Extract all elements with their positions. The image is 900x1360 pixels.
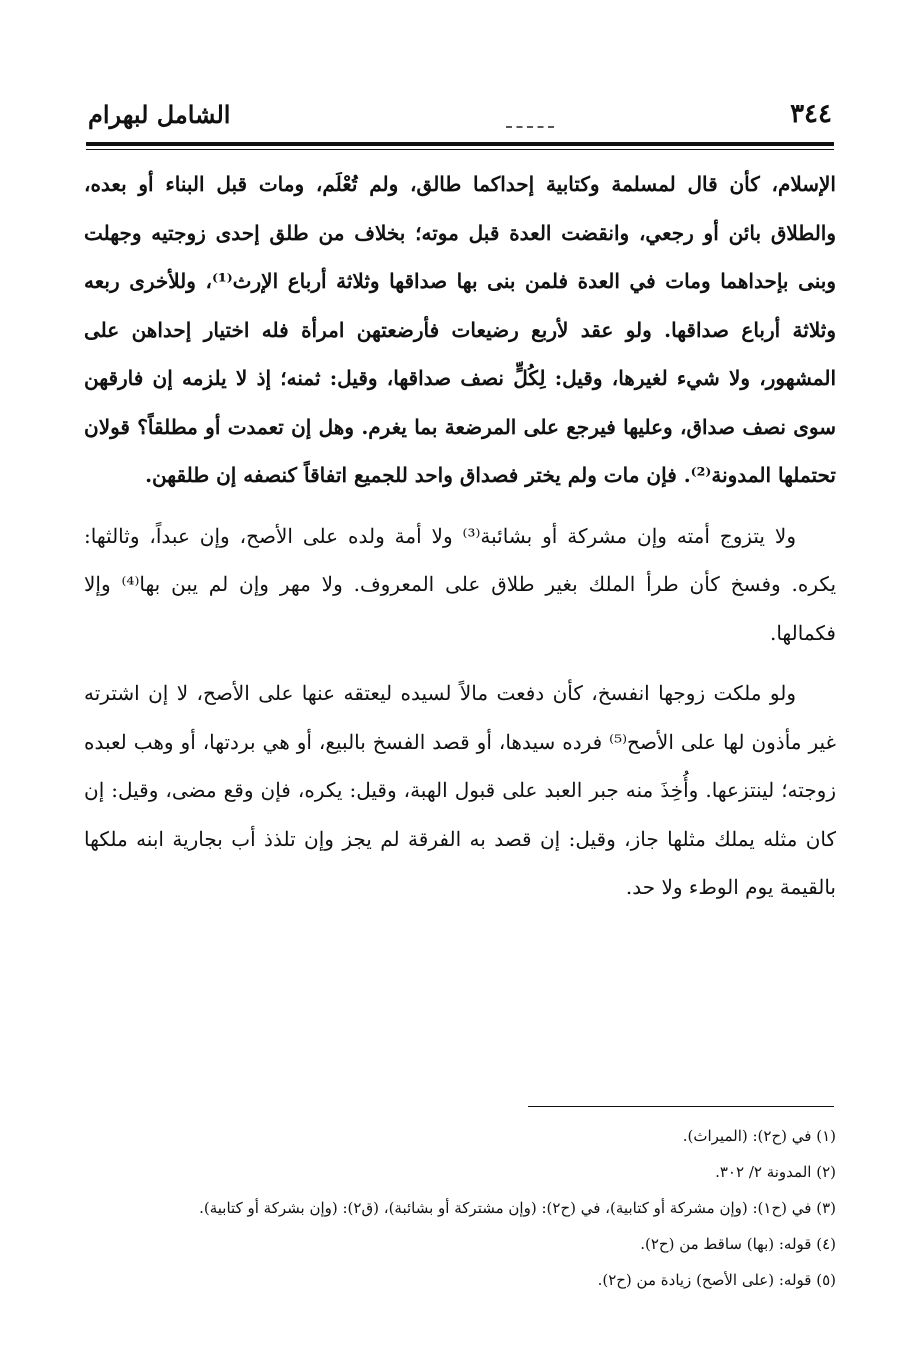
- paragraph-2: ولا يتزوج أمته وإن مشركة أو بشائبة⁽³⁾ ولا أمة ولده على الأصح، وإن عبداً، وثالثها: يكره. وفسخ كأن طرأ الملك بغير طلاق على المعروف. ولا مهر وإن لم يبن بها⁽⁴⁾ وإلا فكمالها.: [84, 523, 837, 645]
- running-title: الشامل لبهرام: [88, 99, 231, 129]
- page-header: [88, 92, 832, 136]
- footnote-4: (٤) قوله: (بها) ساقط من (ح٢).: [640, 1235, 836, 1253]
- main-text: [84, 160, 836, 912]
- header-rule-thick: [86, 142, 834, 146]
- footnote-2: (٢) المدونة ٢/ ٣٠٢.: [715, 1163, 836, 1181]
- footnote-5: (٥) قوله: (على الأصح) زيادة من (ح٢).: [597, 1271, 836, 1289]
- page-number: ٣٤٤: [790, 99, 832, 129]
- header-rule-thin: [86, 149, 834, 150]
- paragraph-3: ولو ملكت زوجها انفسخ، كأن دفعت مالاً لسيده ليعتقه عنها على الأصح، لا إن اشترته غير مأذون لها على الأصح⁽⁵⁾ فرده سيدها، أو قصد الفسخ بالبيع، أو هي بردتها، أو وهب لعبده زوجته؛ لينتزعها. وأُخِذَ منه جبر العبد على قبول الهبة، وقيل: يكره، فإن وقع مضى، وقيل: إن كان مثله يملك مثلها جاز، وقيل: إن قصد به الفرقة لم يجز وإن تلذذ أب بجارية ابنه ملكها بالقيمة يوم الوطء ولا حد.: [84, 681, 836, 899]
- header-dash-mark: [506, 126, 554, 128]
- footnotes: [84, 1118, 836, 1298]
- footnote-1: (١) في (ح٢): (الميراث).: [682, 1127, 836, 1145]
- footnote-separator: [528, 1106, 834, 1107]
- paragraph-1: الإسلام، كأن قال لمسلمة وكتابية إحداكما طالق، ولم تُعْلَم، ومات قبل البناء أو بعده، والطلاق بائن أو رجعي، وانقضت العدة قبل موته؛ بخلاف من طلق إحدى زوجتيه وجهلت وبنى بإحداهما ومات في العدة فلمن بنى بها صداقها وثلاثة أرباع الإرث⁽¹⁾، وللأخرى ربعه وثلاثة أرباع صداقها. ولو عقد لأربع رضيعات فأرضعتهن امرأة فله اختيار إحداهن على المشهور، ولا شيء لغيرها، وقيل: لِكُلٍّ نصف صداقها، وقيل: ثمنه؛ إذ لا يلزمه إن فارقهن سوى نصف صداق، وعليها فيرجع على المرضعة بما يغرم. وهل إن تعمدت أو مطلقاً؟ قولان تحتملها المدونة⁽²⁾. فإن مات ولم يختر فصداق واحد للجميع اتفاقاً كنصفه إن طلقهن.: [84, 172, 837, 487]
- footnote-3: (٣) في (ح١): (وإن مشركة أو كتابية)، في (ح٢): (وإن مشتركة أو بشائبة)، (ق٢): (وإن بشركة أو كتابية).: [199, 1199, 836, 1217]
